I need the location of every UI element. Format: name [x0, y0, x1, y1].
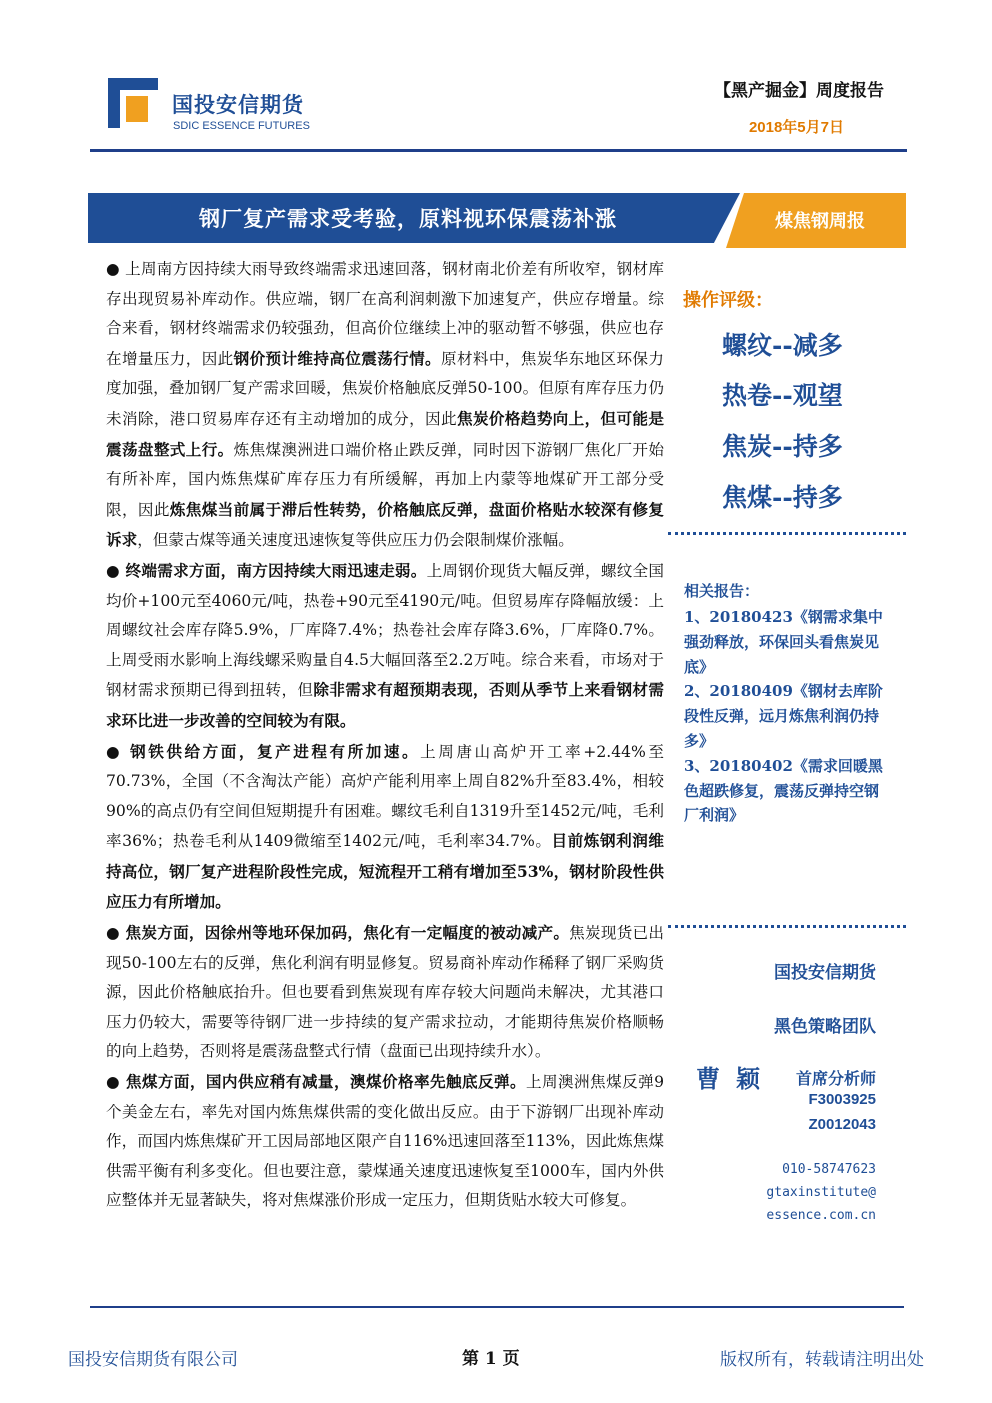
footer-company: 国投安信期货有限公司	[68, 1350, 238, 1370]
report-title: 钢厂复产需求受考验，原料视环保震荡补涨	[199, 206, 617, 231]
report-body	[106, 255, 664, 1216]
body-text: 焦炭现货已出现50-100左右的反弹，焦化利润有明显修复。贸易商补库动作稀释了钢厂采购货源，因此价格触底抬升。但也要看到焦炭现有库存较大问题尚未解决，尤其港口压力仍较大，需要等待钢厂进一步持续的复产需求拉动，才能期待焦炭价格顺畅的向上趋势，否则将是震荡盘整式行情（盘面已出现持续升水）。	[106, 924, 664, 1061]
body-text: 上周澳洲焦煤反弹9个美金左右，率先对国内炼焦煤供需的变化做出反应。由于下游钢厂出现补库动作，而国内炼焦煤矿开工因局部地区限产自116%迅速回落至113%，因此炼焦煤供需平衡有利多变化。但也要注意，蒙煤通关速度迅速恢复至1000车，国内外供应整体并无显著缺失，将对焦煤涨价形成一定压力，但期货贴水较大可修复。	[106, 1073, 665, 1210]
brand-name-cn: 国投安信期货	[172, 93, 304, 117]
rating-label: 操作评级：	[683, 290, 773, 311]
body-text: ● 上周南方因持续大雨导致终端需求迅速回落，钢材南北价差有所收窄，钢材库存出现贸易补库动作。供应端，钢厂在高利润刺激下加速复产，供应存增量。综合来看，钢材终端需求仍较强劲，但高价位继续上冲的驱动暂不够强，供应也存在增量压力，因此	[106, 260, 664, 368]
emphasis-text: 钢价预计维持高位震荡行情。	[233, 348, 441, 368]
emphasis-text: 除非需求有超预期表现，否则从季节上来看钢材需求环比进一步改善的空间较为有限。	[106, 680, 664, 730]
sidebar-divider	[668, 532, 906, 535]
rating-hot-coil: 热卷--观望	[722, 381, 843, 410]
report-date: 2018年5月7日	[748, 119, 844, 136]
contact-email[interactable]: gtaxinstitute@	[766, 1185, 876, 1200]
certificate-number: F3003925	[808, 1091, 876, 1108]
rating-coke: 焦炭--持多	[722, 432, 843, 461]
report-type: 【黑产掘金】周度报告	[714, 81, 884, 101]
related-report-item[interactable]: 3、20180402《需求回暖黑色超跌修复，震荡反弹持空钢厂利润》	[684, 756, 883, 825]
paragraph-demand	[106, 556, 664, 737]
rating-coking-coal: 焦煤--持多	[722, 483, 843, 512]
paragraph-coking-coal	[106, 1067, 664, 1216]
paragraph-summary	[106, 255, 664, 556]
analyst-name: 曹颖	[696, 1064, 776, 1093]
emphasis-text: 目前炼钢利润维持高位，钢厂复产进程阶段性完成，短流程开工稍有增加至53%，钢材阶段性供应压力有所增加。	[106, 831, 664, 912]
emphasis-text: 炼焦煤当前属于滞后性转势，价格触底反弹，盘面价格贴水较深有修复诉求	[106, 499, 664, 550]
emphasis-text: ● 钢铁供给方面，复产进程有所加速。	[106, 741, 421, 761]
related-report-item[interactable]: 1、20180423《钢需求集中强劲释放，环保回头看焦炭见底》	[684, 608, 883, 676]
paragraph-coke	[106, 918, 664, 1067]
company-name: 国投安信期货	[774, 963, 876, 983]
header-divider	[90, 149, 907, 152]
sidebar-divider	[668, 925, 906, 928]
body-text: 炼焦煤澳洲进口端价格止跌反弹，同时因下游钢厂焦化厂开始有所补库，国内炼焦煤矿库存压力有所缓解，再加上内蒙等地煤矿开工部分受限，因此	[106, 440, 664, 519]
category-tag-label: 煤焦钢周报	[775, 211, 865, 232]
footer-divider	[90, 1306, 904, 1308]
paragraph-supply	[106, 737, 664, 919]
emphasis-text: ● 焦煤方面，国内供应稍有减量，澳煤价格率先触底反弹。	[106, 1072, 527, 1092]
analyst-title: 首席分析师	[795, 1069, 876, 1088]
emphasis-text: ● 终端需求方面，南方因持续大雨迅速走弱。	[106, 560, 427, 580]
emphasis-text: 焦炭价格趋势向上，但可能是震荡盘整式上行。	[106, 408, 664, 459]
related-reports-list	[684, 605, 884, 828]
body-text: 上周钢价现货大幅反弹，螺纹全国均价+100元至4060元/吨，热卷+90元至4190元/吨。但贸易库存降幅放缓：上周螺纹社会库存降5.9%，厂库降7.4%；热卷社会库存降3.6%，厂库降0.7%。上周受雨水影响上海线螺采购量自4.5大幅回落至2.2万吨。综合来看，市场对于钢材需求预期已得到扭转，但	[106, 561, 664, 700]
brand-logo	[108, 78, 160, 130]
page-number: 第 1 页	[462, 1349, 520, 1369]
body-text: 上周唐山高炉开工率+2.44%至70.73%，全国（不含淘汰产能）高炉产能利用率上周自82%升至83.4%，相较90%的高点仍有空间但短期提升有困难。螺纹毛利自1319升至1452元/吨，毛利率36%；热卷毛利从1409微缩至1402元/吨，毛利率34.7%。	[106, 742, 664, 851]
brand-name-en: SDIC ESSENCE FUTURES	[173, 120, 310, 132]
body-text: 原材料中，焦炭华东地区环保力度加强，叠加钢厂复产需求回暖，焦炭价格触底反弹50-100。但原有库存压力仍未消除，港口贸易库存还有主动增加的成分，因此	[106, 349, 664, 428]
related-report-item[interactable]: 2、20180409《钢材去库阶段性反弹，远月炼焦利润仍持多》	[684, 682, 883, 750]
certificate-number: Z0012043	[808, 1116, 876, 1133]
rating-rebar: 螺纹--减多	[722, 331, 843, 360]
emphasis-text: ● 焦炭方面，因徐州等地环保加码，焦化有一定幅度的被动减产。	[106, 923, 570, 943]
body-text: ，但蒙古煤等通关速度迅速恢复等供应压力仍会限制煤价涨幅。	[137, 531, 574, 550]
related-reports-label: 相关报告：	[684, 582, 760, 600]
team-name: 黑色策略团队	[774, 1017, 876, 1037]
contact-email-domain[interactable]: essence.com.cn	[766, 1208, 876, 1223]
footer-copyright: 版权所有，转载请注明出处	[720, 1350, 924, 1370]
contact-phone: 010-58747623	[782, 1162, 876, 1177]
